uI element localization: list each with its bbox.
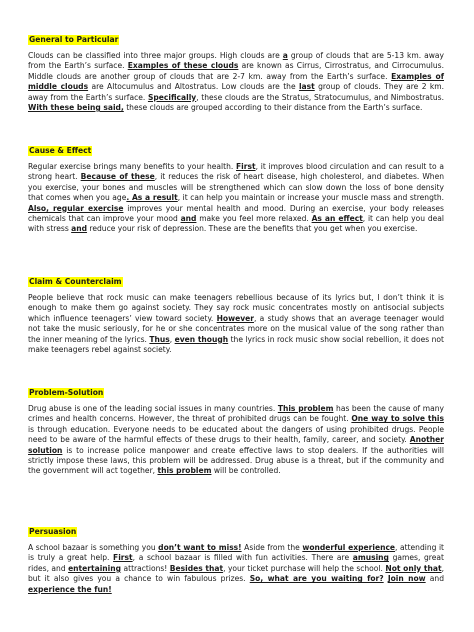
transition-phrase: Examples of these clouds (127, 61, 239, 71)
text-run: , it can help you deal with stress (28, 214, 444, 234)
section-paragraph (28, 293, 444, 355)
transition-phrase: experience the fun! (28, 584, 112, 594)
text-run: A school bazaar is something you (28, 543, 159, 552)
text-run: games, great rides, and (28, 553, 444, 573)
section-heading: General to Particular (29, 35, 119, 44)
text-run: reduce your risk of depression. These are the benefits that you get when you exercise. (87, 224, 418, 234)
text-run: the lyrics in rock music show social rebellion, it does not make teenagers rebel against society. (28, 334, 444, 355)
text-run: People believe that rock music can make teenagers rebellious because of its lyrics but, I don’t think it is enough to make them go against society. They say rock music concentrates mostly on antisocial subjects which influence teenagers’ view toward society. (28, 293, 444, 323)
text-run: group of clouds that are 5-13 km. away from the Earth’s surface. (28, 51, 444, 71)
transition-phrase: One way to solve this (351, 414, 444, 424)
transition-phrase: First (113, 553, 133, 563)
text-run: these clouds are grouped according to their distance from the Earth’s surface. (123, 103, 423, 113)
text-run: are known as Cirrus, Cirrostratus, and Cirrocumulus. Middle clouds are another group of clouds that are 2-7 km. away from the Earth’s surface. (28, 61, 444, 81)
section-problem-solution (28, 380, 444, 477)
section-paragraph (28, 404, 444, 477)
text-run: group of clouds. They are 2 km. away from the Earth’s surface. (28, 82, 444, 102)
transition-phrase: So, what are you waiting for? (249, 574, 384, 584)
transition-phrase: Thus (149, 334, 170, 344)
text-run: , (169, 334, 175, 344)
text-run: make you feel more relaxed. (196, 214, 312, 224)
section-heading: Problem-Solution (29, 388, 104, 397)
transition-phrase: this problem (157, 466, 212, 476)
text-run: , your ticket purchase will help the school. (223, 563, 386, 573)
text-run: Regular exercise brings many benefits to your health. (28, 162, 237, 171)
transition-phrase: However (216, 313, 254, 323)
transition-phrase: Another solution (28, 435, 444, 455)
text-run: Aside from the (241, 543, 303, 552)
section-heading: Persuasion (29, 527, 77, 536)
text-run: has been the cause of many crimes and health concerns. However, the threat of prohibited drugs can be fought. (28, 404, 444, 424)
section-cause-effect (28, 138, 444, 235)
text-run: , a school bazaar is filled with fun activities. There are (132, 553, 353, 563)
transition-phrase: Examples of middle clouds (28, 71, 444, 92)
section-persuasion (28, 519, 444, 595)
text-run: Clouds can be classified into three major groups. High clouds are (28, 51, 283, 60)
text-run: is through education. Everyone needs to be educated about the dangers of using prohibited drugs. People need to be aware of the harmful effects of these drugs to their health, family, career, and society. (28, 424, 444, 445)
text-run: will be controlled. (211, 466, 281, 476)
transition-phrase: As an effect (311, 214, 363, 224)
transition-phrase: even though (174, 334, 229, 344)
transition-phrase: and (180, 214, 197, 224)
text-run: Drug abuse is one of the leading social issues in many countries. (28, 404, 278, 413)
transition-phrase: Because of these (80, 172, 155, 182)
transition-phrase: and (71, 224, 88, 234)
section-paragraph (28, 543, 444, 595)
transition-phrase: First (236, 162, 256, 171)
section-heading: Claim & Counterclaim (29, 277, 122, 286)
section-paragraph (28, 51, 444, 113)
transition-phrase: a (282, 51, 288, 60)
text-run: , these clouds are the Stratus, Stratocumulus, and Nimbostratus. (196, 92, 444, 102)
transition-phrase: last (298, 82, 315, 92)
section-paragraph (28, 162, 444, 235)
text-run: attractions! (121, 563, 170, 573)
text-run: , attending it is truly a great help. (28, 543, 445, 563)
text-run: , it reduces the risk of heart disease, high cholesterol, and diabetes. When you exercise, your bones and muscles will be strengthened which can slow down the loss of bone density that comes when you age (28, 172, 444, 203)
transition-phrase: Besides that (169, 563, 224, 573)
section-heading: Cause & Effect (29, 146, 92, 155)
transition-phrase: . As a result (126, 193, 178, 203)
section-claim-counterclaim (28, 269, 444, 355)
text-run: is to increase police manpower and create effective laws to stop dealers. If the authorities will strictly impose these laws, this problem will be addressed. Drug abuse is a threat, but if the community and the government will act together, (28, 445, 444, 476)
text-run: are Altocumulus and Altostratus. Low clouds are the (88, 82, 299, 92)
transition-phrase: don’t want to miss! (158, 543, 242, 552)
text-run: , a study shows that an average teenager would not take the music seriously, for he or she concentrates more on the musical value of the song rather than the inner meaning of the lyrics. (28, 313, 444, 344)
text-run: , it improves blood circulation and can result to a strong heart. (28, 162, 444, 182)
transition-phrase: wonderful experience (302, 543, 396, 552)
transition-phrase: entertaining (68, 563, 122, 573)
transition-phrase: Specifically (147, 92, 197, 102)
transition-phrase: Not only that (385, 563, 442, 573)
text-run: improves your mental health and mood. During an exercise, your body releases chemicals that can improve your mood (28, 203, 444, 224)
transition-phrase: amusing (352, 553, 389, 563)
text-run: and (425, 574, 444, 584)
text-run: , but it also gives you a chance to win fabulous prizes. (28, 563, 444, 584)
transition-phrase: Also, regular exercise (28, 203, 124, 213)
transition-phrase: Join now (387, 574, 426, 584)
text-run: , it can help you maintain or increase your muscle mass and strength. (177, 193, 445, 203)
transition-phrase: With these being said, (28, 103, 124, 113)
section-general-to-particular (28, 27, 444, 113)
transition-phrase: This problem (277, 404, 334, 413)
